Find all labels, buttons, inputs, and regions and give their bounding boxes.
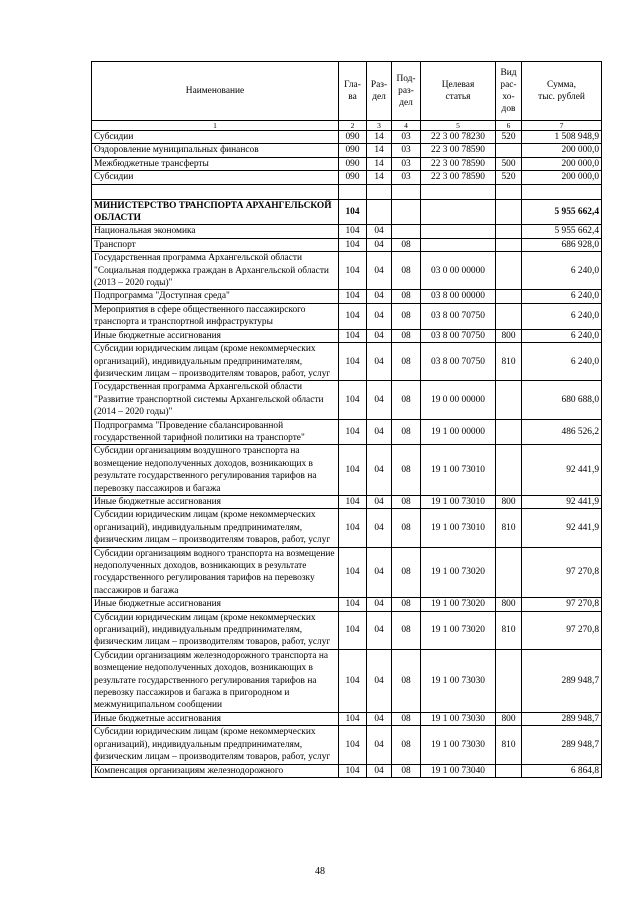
row-sum: 289 948,7 xyxy=(522,649,602,712)
table-row xyxy=(92,547,602,598)
row-chapter: 104 xyxy=(339,419,367,445)
empty-cell xyxy=(92,184,339,199)
row-target-article: 03 0 00 00000 xyxy=(421,252,496,290)
row-target-article: 19 1 00 73030 xyxy=(421,712,496,725)
row-chapter: 090 xyxy=(339,171,367,184)
table-row xyxy=(92,726,602,764)
row-section: 04 xyxy=(367,329,392,342)
table-row xyxy=(92,445,602,496)
table-spacer-row xyxy=(92,184,602,199)
row-subsection: 08 xyxy=(392,726,421,764)
row-target-article xyxy=(421,225,496,238)
empty-cell xyxy=(496,184,522,199)
row-name: Транспорт xyxy=(92,238,339,251)
row-section xyxy=(367,199,392,225)
row-chapter: 104 xyxy=(339,199,367,225)
empty-cell xyxy=(421,184,496,199)
row-section: 04 xyxy=(367,495,392,508)
row-expense-type xyxy=(496,303,522,329)
empty-cell xyxy=(522,184,602,199)
row-target-article: 22 3 00 78590 xyxy=(421,171,496,184)
row-sum: 289 948,7 xyxy=(522,712,602,725)
row-section: 04 xyxy=(367,611,392,649)
row-expense-type xyxy=(496,290,522,303)
column-number: 4 xyxy=(392,121,421,131)
row-name: Субсидии юридическим лицам (кроме некоммерческих организаций), индивидуальным предпринимателям, физическим лицам – производителям товаров, работ, услуг xyxy=(92,611,339,649)
row-expense-type xyxy=(496,649,522,712)
row-expense-type: 800 xyxy=(496,598,522,611)
row-subsection: 08 xyxy=(392,649,421,712)
row-expense-type xyxy=(496,764,522,777)
row-name: Оздоровление муниципальных финансов xyxy=(92,144,339,157)
row-chapter: 090 xyxy=(339,131,367,144)
row-name: Мероприятия в сфере общественного пассажирского транспорта и транспортной инфраструктуры xyxy=(92,303,339,329)
row-section: 04 xyxy=(367,343,392,381)
row-target-article: 22 3 00 78230 xyxy=(421,131,496,144)
table-row xyxy=(92,764,602,777)
row-target-article: 19 1 00 73020 xyxy=(421,598,496,611)
table-row xyxy=(92,252,602,290)
row-name: МИНИСТЕРСТВО ТРАНСПОРТА АРХАНГЕЛЬСКОЙ ОБЛАСТИ xyxy=(92,199,339,225)
header-name: Наименование xyxy=(92,62,339,121)
row-chapter: 104 xyxy=(339,712,367,725)
row-chapter: 104 xyxy=(339,611,367,649)
row-section: 04 xyxy=(367,712,392,725)
header-chapter: Гла- ва xyxy=(339,62,367,121)
row-chapter: 090 xyxy=(339,157,367,170)
row-name: Национальная экономика xyxy=(92,225,339,238)
table-row xyxy=(92,144,602,157)
row-section: 04 xyxy=(367,290,392,303)
row-section: 14 xyxy=(367,144,392,157)
row-name: Субсидии xyxy=(92,131,339,144)
row-name: Субсидии организациям воздушного транспорта на возмещение недополученных доходов, возникающих в результате государственного регулирования тарифов на перевозку пассажиров и багажа xyxy=(92,445,339,496)
column-number-row xyxy=(92,121,602,131)
row-section: 04 xyxy=(367,764,392,777)
row-subsection: 08 xyxy=(392,598,421,611)
table-row xyxy=(92,419,602,445)
row-name: Подпрограмма "Проведение сбалансированной государственной тарифной политики на транспорте" xyxy=(92,419,339,445)
row-chapter: 104 xyxy=(339,726,367,764)
row-chapter: 104 xyxy=(339,764,367,777)
row-target-article xyxy=(421,238,496,251)
row-section: 14 xyxy=(367,171,392,184)
table-row xyxy=(92,343,602,381)
row-subsection: 08 xyxy=(392,329,421,342)
table-row xyxy=(92,131,602,144)
row-name: Межбюджетные трансферты xyxy=(92,157,339,170)
row-chapter: 104 xyxy=(339,547,367,598)
row-name: Иные бюджетные ассигнования xyxy=(92,712,339,725)
row-subsection: 08 xyxy=(392,611,421,649)
row-expense-type xyxy=(496,419,522,445)
table-row xyxy=(92,509,602,547)
row-subsection: 08 xyxy=(392,290,421,303)
row-expense-type: 500 xyxy=(496,157,522,170)
row-chapter: 104 xyxy=(339,343,367,381)
row-section: 04 xyxy=(367,445,392,496)
row-subsection: 08 xyxy=(392,238,421,251)
table-row xyxy=(92,303,602,329)
row-chapter: 090 xyxy=(339,144,367,157)
row-section: 04 xyxy=(367,238,392,251)
row-chapter: 104 xyxy=(339,598,367,611)
header-expense-type: Вид рас- хо- дов xyxy=(496,62,522,121)
row-name: Субсидии юридическим лицам (кроме некоммерческих организаций), индивидуальным предпринимателям, физическим лицам – производителям товаров, работ, услуг xyxy=(92,509,339,547)
row-chapter: 104 xyxy=(339,649,367,712)
row-sum: 6 240,0 xyxy=(522,343,602,381)
row-section: 04 xyxy=(367,225,392,238)
row-target-article: 19 1 00 73020 xyxy=(421,611,496,649)
row-name: Субсидии юридическим лицам (кроме некоммерческих организаций), индивидуальным предпринимателям, физическим лицам – производителям товаров, работ, услуг xyxy=(92,343,339,381)
row-expense-type xyxy=(496,252,522,290)
row-expense-type xyxy=(496,547,522,598)
row-section: 14 xyxy=(367,157,392,170)
row-target-article: 19 1 00 73030 xyxy=(421,649,496,712)
row-subsection: 03 xyxy=(392,171,421,184)
row-sum: 6 240,0 xyxy=(522,303,602,329)
row-subsection: 08 xyxy=(392,303,421,329)
table-row xyxy=(92,225,602,238)
row-name: Субсидии организациям железнодорожного транспорта на возмещение недополученных доходов, возникающих в результате государственного регулирования тарифов на перевозку пассажиров и багажа в пригородном и межмуниципальном сообщении xyxy=(92,649,339,712)
row-sum: 92 441,9 xyxy=(522,495,602,508)
row-sum: 6 864,8 xyxy=(522,764,602,777)
row-expense-type: 800 xyxy=(496,495,522,508)
row-subsection: 08 xyxy=(392,495,421,508)
column-number: 3 xyxy=(367,121,392,131)
column-number: 1 xyxy=(92,121,339,131)
row-expense-type: 800 xyxy=(496,329,522,342)
row-name: Подпрограмма "Доступная среда" xyxy=(92,290,339,303)
row-sum: 200 000,0 xyxy=(522,144,602,157)
row-target-article: 03 8 00 70750 xyxy=(421,329,496,342)
row-expense-type xyxy=(496,445,522,496)
row-target-article: 19 1 00 73010 xyxy=(421,445,496,496)
empty-cell xyxy=(392,184,421,199)
row-sum: 6 240,0 xyxy=(522,329,602,342)
row-section: 04 xyxy=(367,509,392,547)
row-subsection: 08 xyxy=(392,252,421,290)
row-sum: 289 948,7 xyxy=(522,726,602,764)
row-expense-type xyxy=(496,225,522,238)
row-sum: 5 955 662,4 xyxy=(522,225,602,238)
row-subsection xyxy=(392,199,421,225)
row-target-article: 22 3 00 78590 xyxy=(421,144,496,157)
table-row xyxy=(92,712,602,725)
table-row xyxy=(92,381,602,419)
row-expense-type: 810 xyxy=(496,611,522,649)
row-name: Субсидии xyxy=(92,171,339,184)
table-row xyxy=(92,598,602,611)
row-section: 04 xyxy=(367,726,392,764)
row-name: Государственная программа Архангельской области "Развитие транспортной системы Архангельской области (2014 – 2020 годы)" xyxy=(92,381,339,419)
table-row xyxy=(92,157,602,170)
row-chapter: 104 xyxy=(339,495,367,508)
row-chapter: 104 xyxy=(339,252,367,290)
row-subsection: 08 xyxy=(392,509,421,547)
row-target-article: 19 1 00 73010 xyxy=(421,509,496,547)
row-name: Иные бюджетные ассигнования xyxy=(92,329,339,342)
row-sum: 92 441,9 xyxy=(522,509,602,547)
row-name: Компенсация организациям железнодорожного xyxy=(92,764,339,777)
row-target-article: 03 8 00 70750 xyxy=(421,303,496,329)
row-expense-type xyxy=(496,199,522,225)
row-sum: 97 270,8 xyxy=(522,611,602,649)
row-section: 04 xyxy=(367,547,392,598)
row-expense-type: 810 xyxy=(496,726,522,764)
row-name: Субсидии юридическим лицам (кроме некоммерческих организаций), индивидуальным предпринимателям, физическим лицам – производителям товаров, работ, услуг xyxy=(92,726,339,764)
row-chapter: 104 xyxy=(339,381,367,419)
row-sum: 6 240,0 xyxy=(522,290,602,303)
table-body xyxy=(92,131,602,778)
row-sum: 486 526,2 xyxy=(522,419,602,445)
row-subsection: 08 xyxy=(392,445,421,496)
row-expense-type: 800 xyxy=(496,712,522,725)
row-name: Иные бюджетные ассигнования xyxy=(92,598,339,611)
table-row xyxy=(92,238,602,251)
header-target-article: Целевая статья xyxy=(421,62,496,121)
row-target-article: 19 1 00 00000 xyxy=(421,419,496,445)
row-sum: 686 928,0 xyxy=(522,238,602,251)
row-section: 14 xyxy=(367,131,392,144)
row-chapter: 104 xyxy=(339,509,367,547)
table-row xyxy=(92,290,602,303)
row-sum: 200 000,0 xyxy=(522,157,602,170)
row-subsection: 03 xyxy=(392,144,421,157)
row-subsection xyxy=(392,225,421,238)
row-chapter: 104 xyxy=(339,303,367,329)
row-target-article: 19 0 00 00000 xyxy=(421,381,496,419)
row-section: 04 xyxy=(367,598,392,611)
row-section: 04 xyxy=(367,649,392,712)
column-number: 2 xyxy=(339,121,367,131)
row-expense-type xyxy=(496,238,522,251)
row-subsection: 08 xyxy=(392,547,421,598)
row-sum: 97 270,8 xyxy=(522,598,602,611)
table-row xyxy=(92,199,602,225)
row-sum: 6 240,0 xyxy=(522,252,602,290)
row-target-article: 19 1 00 73020 xyxy=(421,547,496,598)
row-sum: 680 688,0 xyxy=(522,381,602,419)
row-target-article: 19 1 00 73040 xyxy=(421,764,496,777)
header-sum: Сумма, тыс. рублей xyxy=(522,62,602,121)
row-chapter: 104 xyxy=(339,238,367,251)
table-row xyxy=(92,171,602,184)
column-number: 5 xyxy=(421,121,496,131)
row-sum: 1 508 948,9 xyxy=(522,131,602,144)
row-section: 04 xyxy=(367,252,392,290)
row-subsection: 03 xyxy=(392,157,421,170)
header-subsection: Под- раз- дел xyxy=(392,62,421,121)
row-expense-type xyxy=(496,144,522,157)
column-number: 6 xyxy=(496,121,522,131)
budget-table xyxy=(91,61,602,778)
row-expense-type: 810 xyxy=(496,343,522,381)
row-subsection: 08 xyxy=(392,343,421,381)
row-name: Иные бюджетные ассигнования xyxy=(92,495,339,508)
row-chapter: 104 xyxy=(339,290,367,303)
header-section: Раз- дел xyxy=(367,62,392,121)
row-expense-type xyxy=(496,381,522,419)
row-sum: 200 000,0 xyxy=(522,171,602,184)
table-row xyxy=(92,329,602,342)
row-subsection: 03 xyxy=(392,131,421,144)
row-subsection: 08 xyxy=(392,381,421,419)
row-section: 04 xyxy=(367,381,392,419)
row-subsection: 08 xyxy=(392,419,421,445)
row-expense-type: 520 xyxy=(496,131,522,144)
row-subsection: 08 xyxy=(392,764,421,777)
row-sum: 97 270,8 xyxy=(522,547,602,598)
row-target-article xyxy=(421,199,496,225)
empty-cell xyxy=(339,184,367,199)
row-chapter: 104 xyxy=(339,225,367,238)
row-name: Субсидии организациям водного транспорта на возмещение недополученных доходов, возникающих в результате государственного регулирования тарифов на перевозку пассажиров и багажа xyxy=(92,547,339,598)
row-expense-type: 810 xyxy=(496,509,522,547)
row-target-article: 03 8 00 00000 xyxy=(421,290,496,303)
row-sum: 92 441,9 xyxy=(522,445,602,496)
row-target-article: 19 1 00 73030 xyxy=(421,726,496,764)
row-target-article: 03 8 00 70750 xyxy=(421,343,496,381)
row-section: 04 xyxy=(367,419,392,445)
row-name: Государственная программа Архангельской области "Социальная поддержка граждан в Архангельской области (2013 – 2020 годы)" xyxy=(92,252,339,290)
empty-cell xyxy=(367,184,392,199)
row-chapter: 104 xyxy=(339,445,367,496)
table-row xyxy=(92,495,602,508)
row-subsection: 08 xyxy=(392,712,421,725)
page-number: 48 xyxy=(315,866,325,877)
row-sum: 5 955 662,4 xyxy=(522,199,602,225)
table-row xyxy=(92,611,602,649)
row-target-article: 22 3 00 78590 xyxy=(421,157,496,170)
row-expense-type: 520 xyxy=(496,171,522,184)
row-section: 04 xyxy=(367,303,392,329)
column-number: 7 xyxy=(522,121,602,131)
row-chapter: 104 xyxy=(339,329,367,342)
row-target-article: 19 1 00 73010 xyxy=(421,495,496,508)
table-row xyxy=(92,649,602,712)
table-header-row xyxy=(92,62,602,121)
